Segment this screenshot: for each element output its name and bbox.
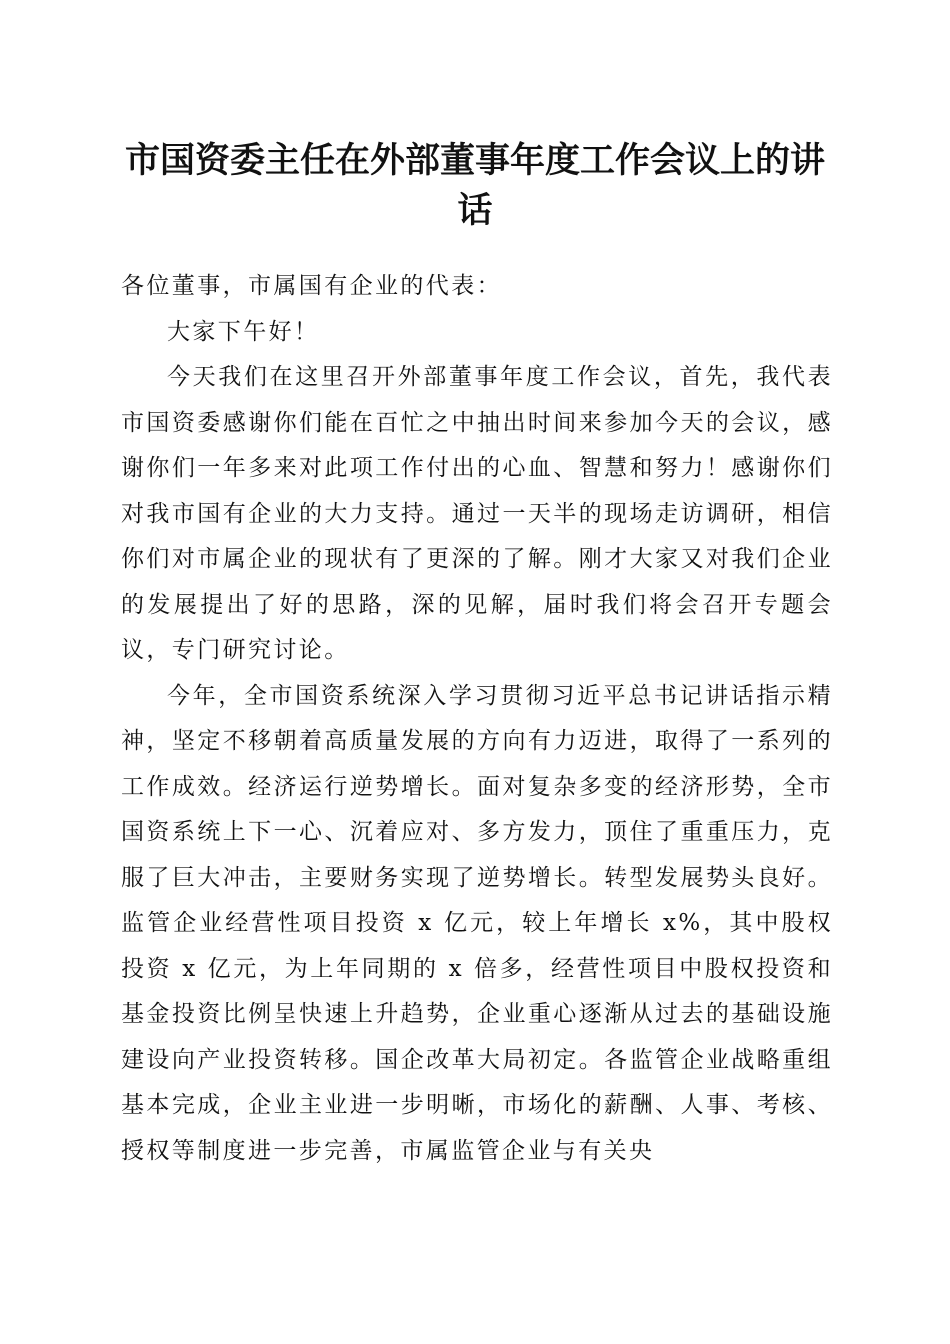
document-body: [121, 264, 833, 1174]
paragraph-greeting: 大家下午好！: [167, 318, 320, 345]
paragraph-achievements: 今年，全市国资系统深入学习贯彻习近平总书记讲话指示精神，坚定不移朝着高质量发展的方向有力迈进，取得了一系列的工作成效。经济运行逆势增长。面对复杂多变的经济形势，全市国资系统上下一心、沉着应对、多方发力，顶住了重重压力，克服了巨大冲击，主要财务实现了逆势增长。转型发展势头良好。监管企业经营性项目投资 x 亿元，较上年增长 x%，其中股权投资 x 亿元，为上年同期的 x 倍多，经营性项目中股权投资和基金投资比例呈快速上升趋势，企业重心逐渐从过去的基础设施建设向产业投资转移。国企改革大局初定。各监管企业战略重组基本完成，企业主业进一步明晰，市场化的薪酬、人事、考核、授权等制度进一步完善，市属监管企业与有关央: [121, 682, 833, 1164]
salutation: 各位董事，市属国有企业的代表：: [121, 273, 502, 299]
document-title: 市国资委主任在外部董事年度工作会议上的讲话: [124, 140, 825, 231]
paragraph-opening: 今天我们在这里召开外部董事年度工作会议，首先，我代表市国资委感谢你们能在百忙之中抽出时间来参加今天的会议，感谢你们一年多来对此项工作付出的心血、智慧和努力！感谢你们对我市国有企业的大力支持。通过一天半的现场走访调研，相信你们对市属企业的现状有了更深的了解。刚才大家又对我们企业的发展提出了好的思路，深的见解，届时我们将会召开专题会议，专门研究讨论。: [121, 364, 833, 663]
